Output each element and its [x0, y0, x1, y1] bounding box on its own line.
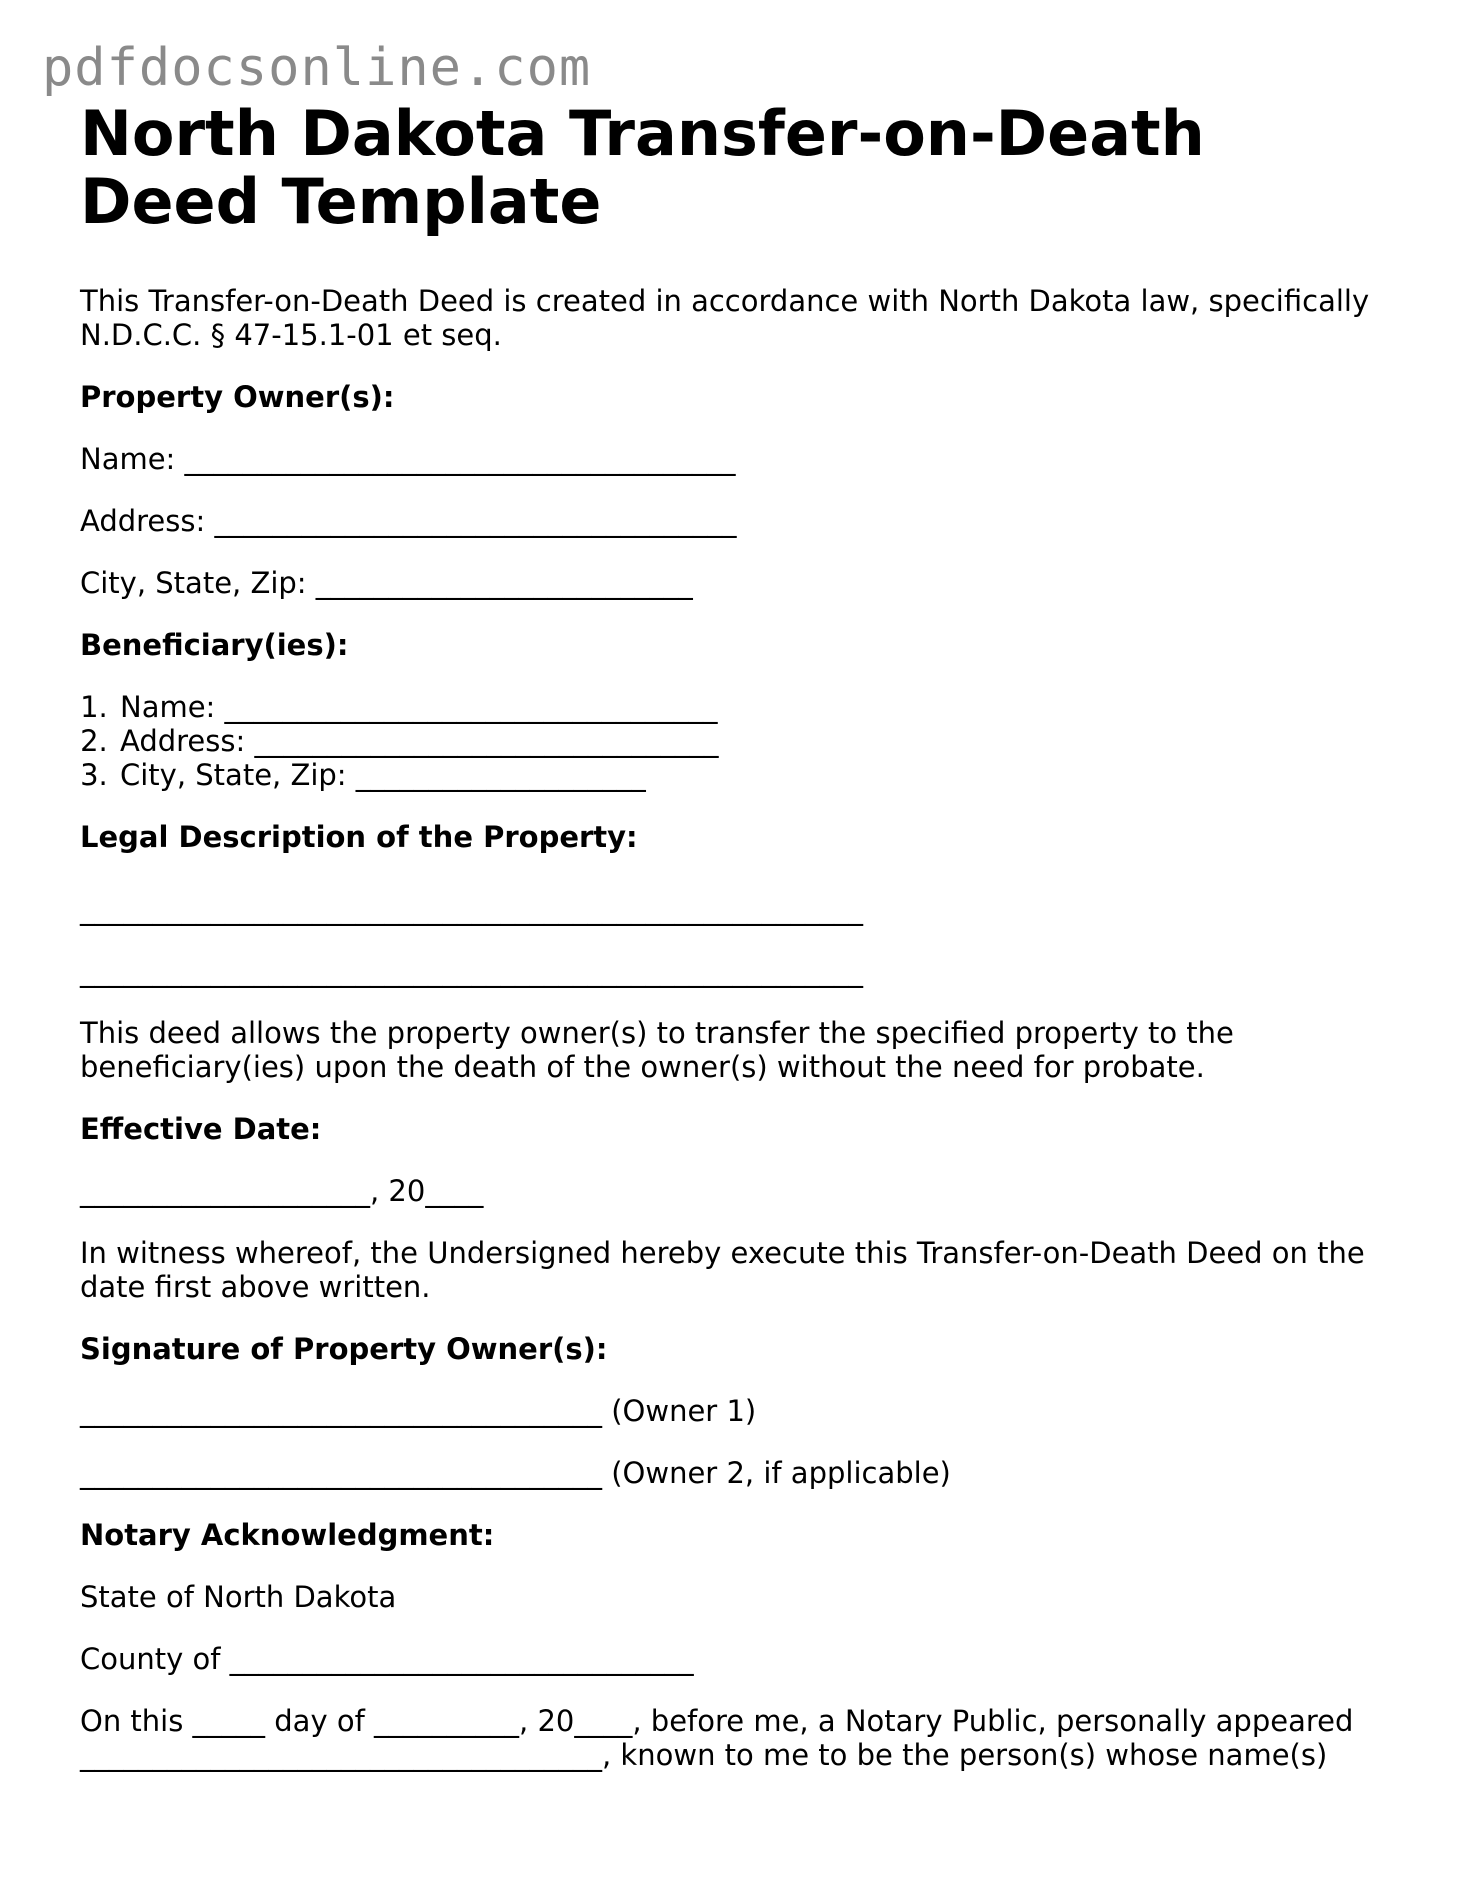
signature-heading: Signature of Property Owner(s): [80, 1332, 608, 1366]
intro-paragraph: This Transfer-on-Death Deed is created in accordance with North Dakota law, specifically N.D.C.C. § 47-15.1-01 et seq. [80, 284, 1379, 352]
legal-description-heading: Legal Description of the Property: [80, 820, 638, 854]
explanation-paragraph: This deed allows the property owner(s) to transfer the specified property to the beneficiary(ies) upon the death of the owner(s) without the need for probate. [80, 1016, 1244, 1084]
owner-address-field[interactable]: Address: ____________________________________ [80, 504, 737, 538]
witness-paragraph: In witness whereof, the Undersigned hereby execute this Transfer-on-Death Deed on the date first above written. [80, 1236, 1374, 1304]
notary-county-field[interactable]: County of ________________________________ [80, 1642, 694, 1676]
beneficiary-name-field[interactable]: 1. Name: __________________________________ [117, 690, 1390, 724]
notary-heading: Notary Acknowledgment: [80, 1518, 495, 1552]
beneficiary-city-state-zip-field[interactable]: 3. City, State, Zip: ____________________ [117, 758, 1390, 792]
beneficiary-heading: Beneficiary(ies): [80, 628, 349, 662]
notary-statement: On this _____ day of __________, 20____, before me, a Notary Public, personally appeared ____________________________________, known to me to be the person(s) whose name(s) [80, 1704, 1363, 1772]
owner-1-signature-line[interactable]: ____________________________________ (Owner 1) [80, 1394, 757, 1428]
property-owner-heading: Property Owner(s): [80, 380, 395, 414]
beneficiary-list [80, 690, 1390, 792]
document-title: North Dakota Transfer-on-Death Deed Template [80, 97, 1205, 238]
owner-city-state-zip-field[interactable]: City, State, Zip: __________________________ [80, 566, 693, 600]
legal-description-line-2[interactable]: ______________________________________________________ [80, 954, 863, 988]
owner-name-field[interactable]: Name: ______________________________________ [80, 442, 736, 476]
legal-description-line-1[interactable]: ______________________________________________________ [80, 892, 863, 926]
effective-date-heading: Effective Date: [80, 1112, 322, 1146]
watermark: pdfdocsonline.com [42, 38, 592, 98]
document-page [80, 97, 1390, 1772]
owner-2-signature-line[interactable]: ____________________________________ (Owner 2, if applicable) [80, 1456, 951, 1490]
beneficiary-address-field[interactable]: 2. Address: ________________________________ [117, 724, 1390, 758]
effective-date-field[interactable]: ____________________, 20____ [80, 1174, 484, 1208]
notary-state: State of North Dakota [80, 1580, 397, 1614]
